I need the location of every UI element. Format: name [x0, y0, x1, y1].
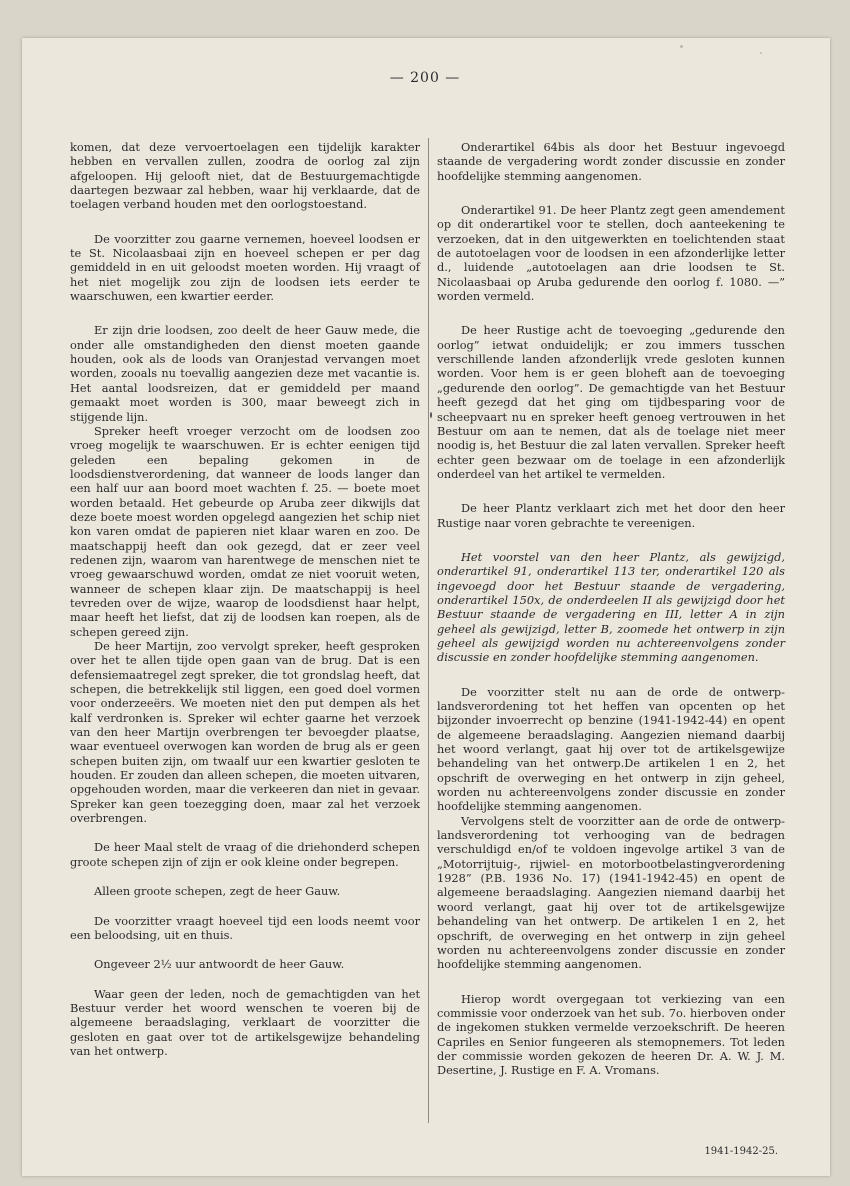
paragraph-algemeene-gesloten: Waar geen der leden, noch de gemachtigden van het Bestuur verder het woord wenschen te voeren bij de algemeene beraadslaging, verklaart de voorzitter die gesloten en gaat over tot de artikelsgewijze behandeling van het ontwerp. — [70, 986, 420, 1058]
paragraph-voorzitter-tijd: De voorzitter vraagt hoeveel tijd een loods neemt voor een beloodsing, uit en thuis. — [70, 913, 420, 942]
paragraph-maal-question: De heer Maal stelt de vraag of die driehonderd schepen groote schepen zijn of zijn er ook kleine onder begrepen. — [70, 840, 420, 869]
paragraph-onderartikel-64bis: Onderartikel 64bis als door het Bestuur ingevoegd staande de vergadering wordt zonder discussie en zonder hoofdelijke stemming aangenomen. — [437, 140, 785, 183]
page-number: — 200 — — [389, 70, 461, 86]
paragraph-onderartikel-91: Onderartikel 91. De heer Plantz zegt geen amendement op dit onderartikel voor te stellen, doch aanteekening te verzoeken, dat in den uitgewerkten en toelichtenden staat de autotoelagen voor de loodsen in een afzonderlijke letter d., luidende „autotoelagen aan drie loodsen te St. Nicolaasbaai op Aruba gedurende den oorlog f. 1080. —” worden vermeld. — [437, 203, 785, 304]
column-divider — [428, 138, 429, 1123]
paragraph-continuation: komen, dat deze vervoertoelagen een tijdelijk karakter hebben en vervallen zullen, zoodra de oorlog zal zijn afgeloopen. Hij gelooft niet, dat de Bestuurgemachtigde daartegen bezwaar zal hebben, waar hij verklaarde, dat de toelagen verband houden met den oorlogstoestand. — [70, 140, 420, 212]
paragraph-martijn-brug: De heer Martijn, zoo vervolgt spreker, heeft gesproken over het te allen tijde open gaan van de brug. Dat is een defensiemaatregel zegt spreker, die tot grondslag heeft, dat schepen, die betrekkelijk stil liggen, een goed doel vormen voor onderzeeërs. We moeten niet den put dempen als het kalf verdronken is. Spreker wil echter gaarne het verzoek van den heer Martijn overbrengen ter bevoegder plaatse, waar eventueel overwogen kan worden de brug als er geen schepen buiten zijn, om twaalf uur een kwartier gesloten te houden. Er zouden dan alleen schepen, die moeten uitvaren, opgehouden worden, maar die verkeeren dan niet in gevaar. Spreker kan geen toezegging doen, maar zal het verzoek overbrengen. — [70, 639, 420, 826]
paragraph-commissie: Hierop wordt overgegaan tot verkiezing van een commissie voor onderzoek van het sub. 7o. hierboven onder de ingekomen stukken vermelde verzoekschrift. De heeren Capriles en Senior fungeeren als stemopnemers. Tot leden der commissie worden gekozen de heeren Dr. A. W. J. M. Desertine, J. Rustige en F. A. Vromans. — [437, 991, 785, 1078]
right-column — [437, 140, 785, 1078]
paragraph-spreker-waarschuwen: Spreker heeft vroeger verzocht om de loodsen zoo vroeg mogelijk te waarschuwen. Er is echter eenigen tijd geleden een bepaling gekomen in de loodsdienstverordening, dat wanneer de loods langer dan een half uur aan boord moet wachten f. 25. — boete moet worden betaald. Het gebeurde op Aruba zeer dikwijls dat deze boete moest worden opgelegd aangezien het schip niet kon varen omdat de papieren niet klaar waren en zoo. De maatschappij heeft dan ook gezegd, dat er zeer veel redenen zijn, waarom van harentwege de menschen niet te vroeg gewaarschuwd worden, omdat ze niet vooruit weten, wanneer de schepen klaar zijn. De maatschappij is heel tevreden over de wijze, waarop de loodsdienst haar helpt, maar heeft het liefst, dat zij de loodsen kan roepen, als de schepen gereed zijn. — [70, 423, 420, 639]
paragraph-gauw-uur: Ongeveer 2½ uur antwoordt de heer Gauw. — [94, 957, 345, 972]
paragraph-motorrijtuig: Vervolgens stelt de voorzitter aan de orde de ontwerp-landsverordening tot verhooging van de bedragen verschuldigd en/of te voldoen ingevolge artikel 3 van de „Motorrijtuig-, rijwiel- en motorbootbelastingverordening 1928” (P.B. 1936 No. 17) (1941-1942-45) en opent de algemeene beraadslaging. Aangezien niemand daarbij het woord verlangt, gaat hij over tot de artikelsgewijze behandeling van het ontwerp. De artikelen 1 en 2, het opschrift, de overweging en het ontwerp in zijn geheel worden nu achtereenvolgens zonder discussie en zonder hoofdelijke stemming aangenomen. — [437, 813, 785, 972]
paragraph-voorzitter-question: De voorzitter zou gaarne vernemen, hoeveel loodsen er te St. Nicolaasbaai zijn en hoeveel schepen er per dag gemiddeld in en uit geloodst moeten worden. Hij vraagt of het niet mogelijk zou zijn de loodsen iets eerder te waarschuwen, een kwartier eerder. — [70, 231, 420, 304]
paragraph-voorstel-plantz: Het voorstel van den heer Plantz, als gewijzigd, onderartikel 91, onderartikel 113 ter, onderartikel 120 als ingevoegd door het Bestuur staande de vergadering, onderartikel 150x, de onderdeelen II als gewijzigd door het Bestuur staande de vergadering en III, letter A in zijn geheel als gewijzigd, letter B, zoomede het ontwerp in zijn geheel als gewijzigd worden nu achtereenvolgens zonder discussie en zonder hoofdelijke stemming aangenomen. — [437, 549, 785, 665]
paragraph-benzine: De voorzitter stelt nu aan de orde de ontwerp-landsverordening tot het heffen van opcenten op het bijzonder invoerrecht op benzine (1941-1942-44) en opent de algemeene beraadslaging. Aangezien niemand daarbij het woord verlangt, gaat hij over tot de artikelsgewijze behandeling van het ontwerp.De artikelen 1 en 2, het opschrift de overweging en het ontwerp in zijn geheel, worden nu achtereenvolgens zonder discussie en zonder hoofdelijke stemming aangenomen. — [437, 684, 785, 814]
paragraph-plantz-vereenigen: De heer Plantz verklaart zich met het door den heer Rustige naar voren gebrachte te vereenigen. — [437, 501, 785, 530]
paper-speck — [430, 412, 432, 418]
paper-speck — [760, 52, 762, 54]
footer-code: 1941-1942-25. — [704, 1146, 778, 1157]
left-column — [70, 140, 420, 1058]
paragraph-gauw-answer: Er zijn drie loodsen, zoo deelt de heer Gauw mede, die onder alle omstandigheden den dienst moeten gaande houden, ook als de loods van Oranjestad vervangen moet worden, zooals nu toevallig aangezien deze met vacantie is. Het aantal loodsreizen, dat er gemiddeld per maand gemaakt moet worden is 300, maar beweegt zich in stijgende lijn. — [70, 323, 420, 424]
paper-speck — [680, 45, 683, 48]
paragraph-rustige: De heer Rustige acht de toevoeging „gedurende den oorlog” ietwat onduidelijk; er zou immers tusschen verschillende landen afzonderlijk vrede gesloten kunnen worden. Voor hem is er geen bloheft aan de toevoeging „gedurende den oorlog”. De gemachtigde van het Bestuur heeft gezegd dat het ging om tijdbesparing voor de scheepvaart nu en spreker heeft genoeg vertrouwen in het Bestuur om aan te nemen, dat als de toelage niet meer noodig is, het Bestuur die zal laten vervallen. Spreker heeft echter geen bezwaar om de toelage in een afzonderlijk onderdeel van het artikel te vermelden. — [437, 323, 785, 481]
paragraph-gauw-groote: Alleen groote schepen, zegt de heer Gauw. — [94, 884, 341, 899]
